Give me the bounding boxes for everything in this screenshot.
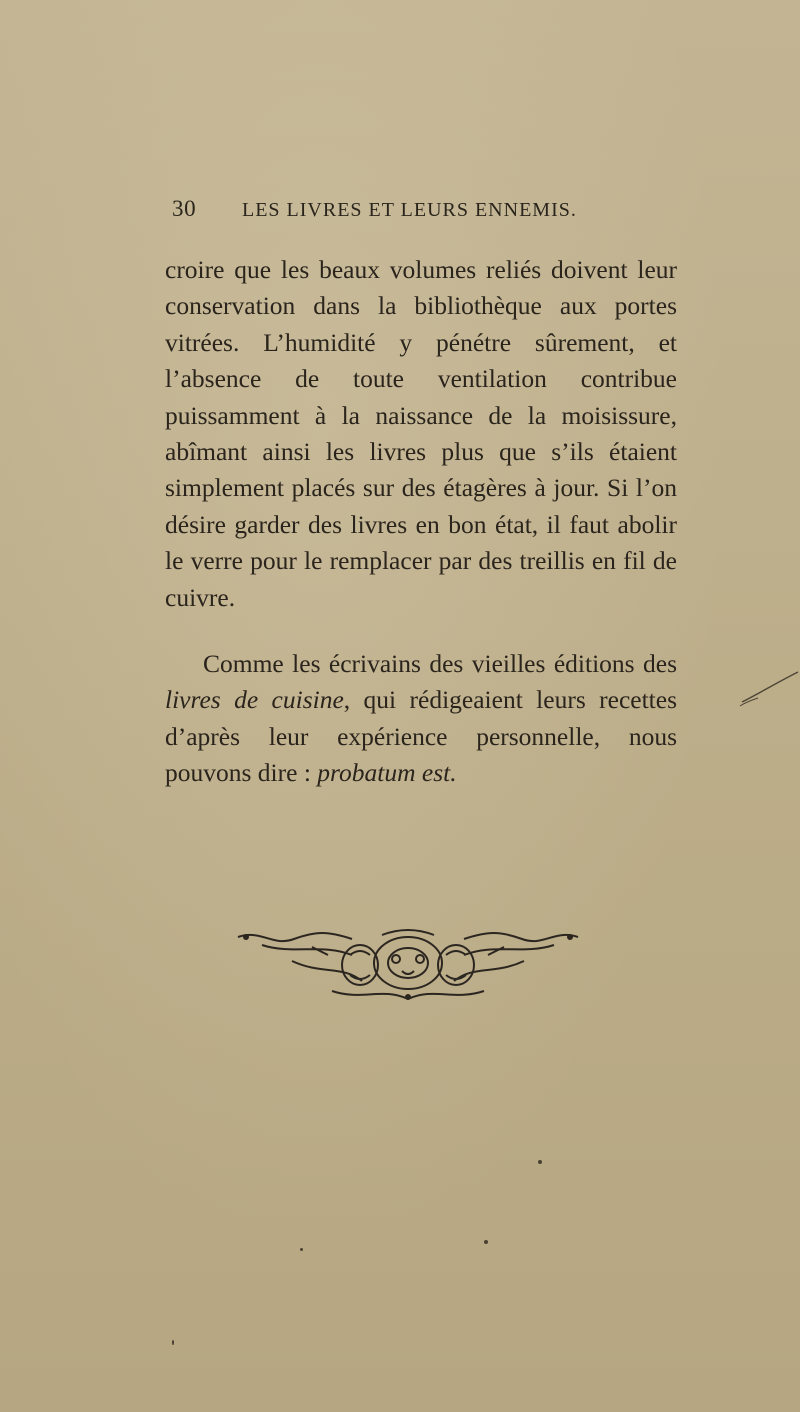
paper-speck: [538, 1160, 542, 1164]
paper-speck: [484, 1240, 488, 1244]
paragraph-1: croire que les beaux volumes reliés doivent leur conservation dans la bibliothèque aux portes vitrées. L’humidité y pénétre sûrement, et l’absence de toute ventilation contribue puissamment à la naissance de la moisissure, abîmant ainsi les livres plus que s’ils étaient simplement placés sur des étagères à jour. Si l’on désire garder des livres en bon état, il faut abolir le verre pour le remplacer par des treillis en fil de cuivre.: [165, 255, 677, 612]
running-head: [172, 196, 612, 222]
paper-speck: [172, 1340, 174, 1345]
italic-phrase-probatum-est: probatum est.: [317, 758, 457, 788]
paper-speck: [300, 1248, 303, 1251]
text-block: [165, 252, 677, 792]
pencil-mark-icon: [738, 668, 800, 708]
paragraph-2: [165, 646, 677, 792]
paragraph-2-text-b: , qui rédigeaient leurs recettes d’après leur expérience personnelle, nous pouvons dire :: [165, 685, 677, 788]
paragraph-2-text-a: Comme les écrivains des vieilles éditions des: [203, 649, 677, 679]
running-title: LES LIVRES ET LEURS ENNEMIS.: [242, 199, 577, 221]
page-number: 30: [172, 196, 197, 221]
tailpiece-ornament-icon: [232, 925, 584, 1005]
italic-phrase-livres-de-cuisine: livres de cuisine: [165, 685, 344, 715]
